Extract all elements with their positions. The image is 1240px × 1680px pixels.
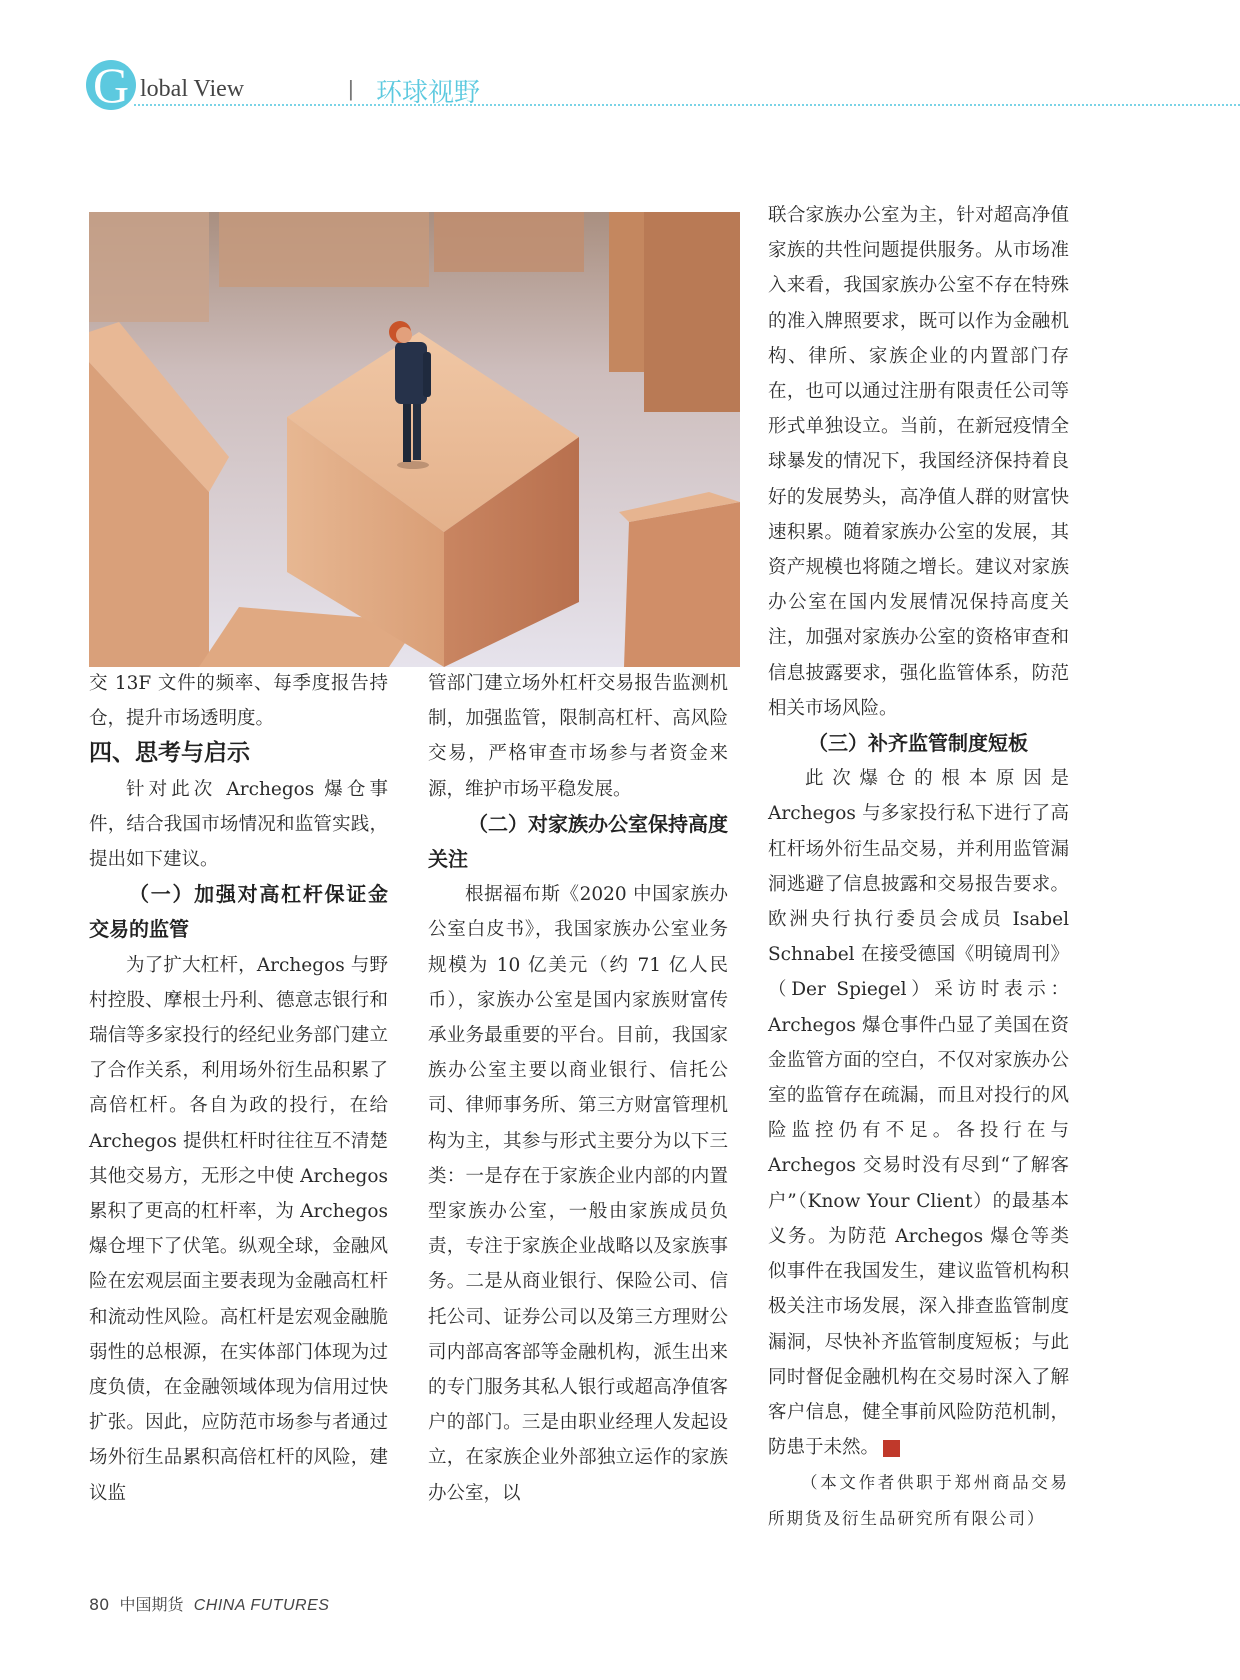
author-note: （本文作者供职于郑州商品交易所期货及衍生品研究所有限公司） bbox=[768, 1473, 1069, 1528]
paragraph: 交 13F 文件的频率、每季度报告持仓，提升市场透明度。 bbox=[89, 673, 388, 730]
header-separator: | bbox=[348, 76, 354, 101]
paragraph bbox=[768, 761, 1069, 1465]
column-middle bbox=[428, 666, 728, 1511]
page-header bbox=[86, 58, 1240, 114]
wooden-blocks-illustration bbox=[89, 212, 740, 667]
paragraph-text: 此次爆仓的根本原因是 Archegos 与多家投行私下进行了高杠杆场外衍生品交易，并利用监管漏洞逃避了信息披露和交易报告要求。欧洲央行执行委员会成员 Isabel Schnabel 在接受德国《明镜周刊》（Der Spiegel）采访时表示：Archegos 爆仓事件凸显了美国在资金监管方面的空白，不仅对家族办公室的监管存在疏漏，而且对投行的风险监控仍有不足。各投行在与 Archegos 交易时没有尽到“了解客户”（Know Your Client）的最基本义务。为防范 Archegos 爆仓等类似事件在我国发生，建议监管机构积极关注市场发展，深入排查监管制度漏洞，尽快补齐监管制度短板；与此同时督促金融机构在交易时深入了解客户信息，健全事前风险防范机制，防患于未然。 bbox=[768, 768, 1069, 1459]
magazine-name-cn: 中国期货 bbox=[119, 1595, 184, 1614]
article-photo bbox=[89, 212, 740, 667]
page-footer bbox=[89, 1592, 329, 1615]
paragraph: 针对此次 Archegos 爆仓事件，结合我国市场情况和监管实践，提出如下建议。 bbox=[89, 778, 388, 871]
section-logo-letter: G bbox=[86, 60, 136, 110]
paragraph: 为了扩大杠杆，Archegos 与野村控股、摩根士丹利、德意志银行和瑞信等多家投行的经纪业务部门建立了合作关系，利用场外衍生品积累了高倍杠杆。各自为政的投行，在给 Archegos 提供杠杆时往往互不清楚其他交易方，无形之中使 Archegos 累积了更高的杠杆率，为 Archegos 爆仓埋下了伏笔。纵观全球，金融风险在宏观层面主要表现为金融高杠杆和流动性风险。高杠杆是宏观金融脆弱性的总根源，在实体部门体现为过度负债，在金融领域体现为信用过快扩张。因此，应防范市场参与者通过场外衍生品累积高倍杠杆的风险，建议监 bbox=[89, 954, 388, 1504]
subsection-heading: （三）补齐监管制度短板 bbox=[808, 731, 1028, 756]
page-number: 80 bbox=[89, 1595, 110, 1614]
section-heading: 四、思考与启示 bbox=[89, 740, 250, 767]
article-end-icon: Ⓕ bbox=[883, 1440, 900, 1457]
section-title-cn: 环球视野 bbox=[376, 78, 481, 108]
paragraph: 管部门建立场外杠杆交易报告监测机制，加强监管，限制高杠杆、高风险交易，严格审查市场参与者资金来源，维护市场平稳发展。 bbox=[428, 673, 728, 800]
column-left bbox=[89, 666, 388, 1511]
magazine-name-en: CHINA FUTURES bbox=[193, 1597, 330, 1614]
subsection-heading: （二）对家族办公室保持高度关注 bbox=[428, 811, 728, 872]
header-dotted-rule bbox=[134, 104, 1240, 106]
subsection-heading: （一）加强对高杠杆保证金交易的监管 bbox=[89, 882, 388, 942]
section-title-en: lobal View bbox=[140, 76, 245, 102]
paragraph: 联合家族办公室为主，针对超高净值家族的共性问题提供服务。从市场准入来看，我国家族办公室不存在特殊的准入牌照要求，既可以作为金融机构、律所、家族企业的内置部门存在，也可以通过注册有限责任公司等形式单独设立。当前，在新冠疫情全球暴发的情况下，我国经济保持着良好的发展势头，高净值人群的财富快速积累。随着家族办公室的发展，其资产规模也将随之增长。建议对家族办公室在国内发展情况保持高度关注，加强对家族办公室的资格审查和信息披露要求，强化监管体系，防范相关市场风险。 bbox=[768, 205, 1069, 719]
paragraph: 根据福布斯《2020 中国家族办公室白皮书》，我国家族办公室业务规模为 10 亿美元（约 71 亿人民币），家族办公室是国内家族财富传承业务最重要的平台。目前，我国家族办公室主要以商业银行、信托公司、律师事务所、第三方财富管理机构为主，其参与形式主要分为以下三类：一是存在于家族企业内部的内置型家族办公室，一般由家族成员负责，专注于家族企业战略以及家族事务。二是从商业银行、保险公司、信托公司、证券公司以及第三方理财公司内部高客部等金融机构，派生出来的专门服务其私人银行或超高净值客户的部门。三是由职业经理人发起设立，在家族企业外部独立运作的家族办公室，以 bbox=[428, 884, 728, 1504]
column-right bbox=[768, 198, 1069, 1536]
